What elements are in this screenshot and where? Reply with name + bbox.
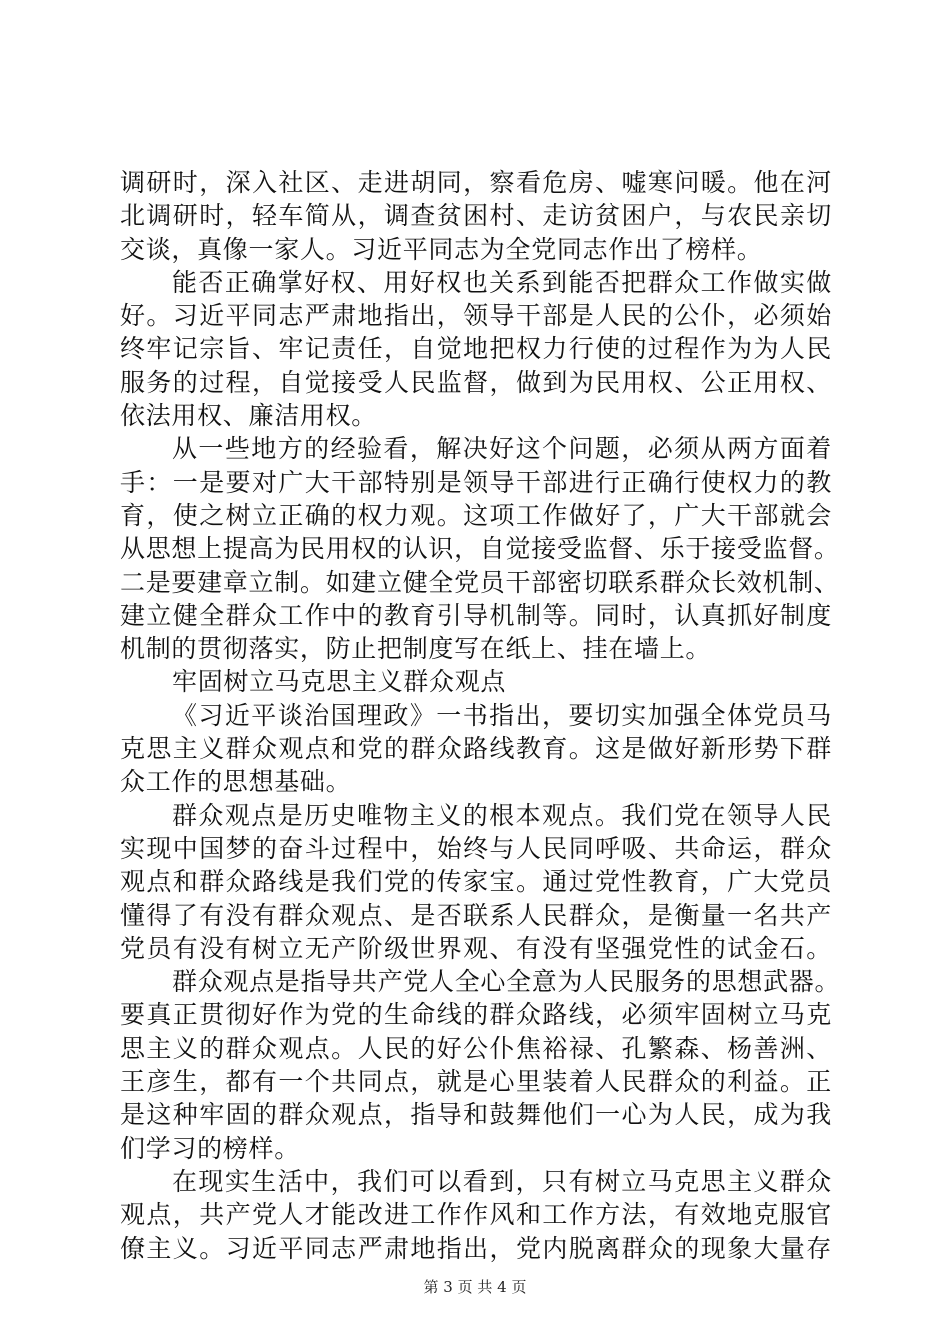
text-line: 好。习近平同志严肃地指出，领导干部是人民的公仆，必须始 xyxy=(120,301,832,331)
text-line: 僚主义。习近平同志严肃地指出，党内脱离群众的现象大量存 xyxy=(120,1233,832,1263)
text-line: 从思想上提高为民用权的认识，自觉接受监督、乐于接受监督。 xyxy=(120,534,840,564)
text-line: 们学习的榜样。 xyxy=(120,1133,300,1163)
text-line: 北调研时，轻车简从，调查贫困村、走访贫困户，与农民亲切 xyxy=(120,201,832,231)
text-line: 牢固树立马克思主义群众观点 xyxy=(172,667,507,697)
text-line: 克思主义群众观点和党的群众路线教育。这是做好新形势下群 xyxy=(120,734,832,764)
text-line: 建立健全群众工作中的教育引导机制等。同时，认真抓好制度 xyxy=(120,600,832,630)
text-line: 机制的贯彻落实，防止把制度写在纸上、挂在墙上。 xyxy=(120,634,712,664)
text-line: 群众观点是历史唯物主义的根本观点。我们党在领导人民 xyxy=(172,800,832,830)
text-line: 是这种牢固的群众观点，指导和鼓舞他们一心为人民，成为我 xyxy=(120,1100,832,1130)
text-line: 要真正贯彻好作为党的生命线的群众路线，必须牢固树立马克 xyxy=(120,1000,832,1030)
text-line: 《习近平谈治国理政》一书指出，要切实加强全体党员马 xyxy=(172,700,832,730)
text-line: 终牢记宗旨、牢记责任，自觉地把权力行使的过程作为为人民 xyxy=(120,334,832,364)
page-footer: 第 3 页 共 4 页 xyxy=(423,1278,527,1296)
text-line: 观点和群众路线是我们党的传家宝。通过党性教育，广大党员 xyxy=(120,867,832,897)
text-line: 懂得了有没有群众观点、是否联系人民群众，是衡量一名共产 xyxy=(120,900,832,930)
text-line: 能否正确掌好权、用好权也关系到能否把群众工作做实做 xyxy=(172,267,832,297)
text-line: 群众观点是指导共产党人全心全意为人民服务的思想武器。 xyxy=(172,967,841,997)
text-line: 手：一是要对广大干部特别是领导干部进行正确行使权力的教 xyxy=(120,467,832,497)
text-line: 依法用权、廉洁用权。 xyxy=(120,401,378,431)
text-line: 二是要建章立制。如建立健全党员干部密切联系群众长效机制、 xyxy=(120,567,840,597)
text-line: 实现中国梦的奋斗过程中，始终与人民同呼吸、共命运，群众 xyxy=(120,833,832,863)
text-line: 党员有没有树立无产阶级世界观、有没有坚强党性的试金石。 xyxy=(120,933,832,963)
document-body xyxy=(120,166,841,1265)
text-line: 思主义的群众观点。人民的好公仆焦裕禄、孔繁森、杨善洲、 xyxy=(120,1033,832,1063)
text-line: 调研时，深入社区、走进胡同，察看危房、嘘寒问暖。他在河 xyxy=(120,168,832,197)
text-line: 服务的过程，自觉接受人民监督，做到为民用权、公正用权、 xyxy=(120,367,832,397)
text-line: 从一些地方的经验看，解决好这个问题，必须从两方面着 xyxy=(172,434,832,464)
text-line: 交谈，真像一家人。习近平同志为全党同志作出了榜样。 xyxy=(120,234,763,264)
text-line: 王彦生，都有一个共同点，就是心里装着人民群众的利益。正 xyxy=(120,1067,832,1097)
text-line: 众工作的思想基础。 xyxy=(120,767,352,797)
text-line: 观点，共产党人才能改进工作作风和工作方法，有效地克服官 xyxy=(120,1200,832,1230)
text-line: 育，使之树立正确的权力观。这项工作做好了，广大干部就会 xyxy=(120,500,832,530)
text-line: 在现实生活中，我们可以看到，只有树立马克思主义群众 xyxy=(172,1166,832,1196)
